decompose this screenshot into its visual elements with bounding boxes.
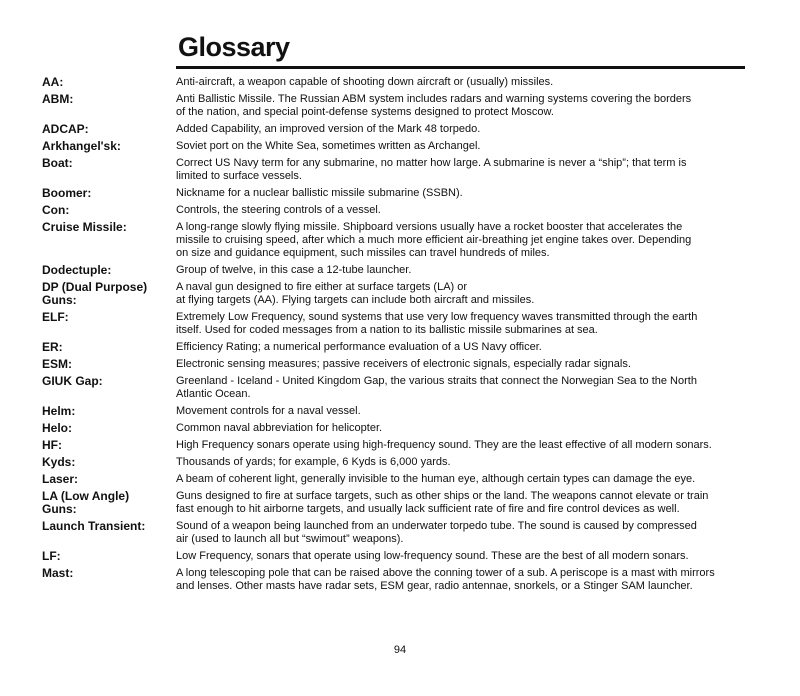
glossary-entry-dodectuple [42, 263, 752, 280]
glossary-definition: Correct US Navy term for any submarine, no matter how large. A submarine is never a “ship”; that term is limited to surface vessels. [176, 157, 687, 182]
glossary-definition: Group of twelve, in this case a 12-tube launcher. [176, 264, 412, 276]
glossary-term: Boat: [42, 156, 73, 170]
glossary-term: GIUK Gap: [42, 374, 103, 388]
glossary-term: LA (Low Angle) Guns: [42, 489, 130, 516]
glossary-entry-kyds [42, 455, 752, 472]
glossary-definition: Guns designed to fire at surface targets, such as other ships or the land. The weapons cannot elevate or train fast enough to hit airborne targets, and usually lack sufficient rate of fire and fire control devices as well. [176, 490, 709, 515]
glossary-definition: Thousands of yards; for example, 6 Kyds is 6,000 yards. [176, 456, 451, 468]
glossary-definition: A naval gun designed to fire either at surface targets (LA) or at flying targets (AA). Flying targets can include both aircraft and missiles. [176, 281, 535, 306]
glossary-entry-dp-guns [42, 280, 752, 310]
glossary-definition: Anti-aircraft, a weapon capable of shooting down aircraft or (usually) missiles. [176, 76, 554, 88]
glossary-term: Launch Transient: [42, 519, 146, 533]
glossary-term: ABM: [42, 92, 74, 106]
glossary-term: LF: [42, 549, 61, 563]
glossary-term: ER: [42, 340, 63, 354]
glossary-definition: Soviet port on the White Sea, sometimes written as Archangel. [176, 140, 481, 152]
glossary-definition: Controls, the steering controls of a vessel. [176, 204, 381, 216]
glossary-entry-adcap [42, 122, 752, 139]
glossary-definition: Sound of a weapon being launched from an underwater torpedo tube. The sound is caused by compressed air (used to launch all but “swimout” weapons). [176, 520, 697, 545]
glossary-definition: High Frequency sonars operate using high-frequency sound. They are the least effective of all modern sonars. [176, 439, 712, 451]
glossary-term: ELF: [42, 310, 69, 324]
glossary-entry-esm [42, 357, 752, 374]
glossary-list [42, 75, 752, 596]
glossary-definition: Movement controls for a naval vessel. [176, 405, 361, 417]
glossary-entry-helo [42, 421, 752, 438]
glossary-definition: A beam of coherent light, generally invisible to the human eye, although certain types can damage the eye. [176, 473, 696, 485]
glossary-entry-mast [42, 566, 752, 596]
glossary-term: Helo: [42, 421, 72, 435]
glossary-definition: Common naval abbreviation for helicopter. [176, 422, 383, 434]
glossary-term: Dodectuple: [42, 263, 112, 277]
glossary-entry-abm [42, 92, 752, 122]
glossary-term: ADCAP: [42, 122, 89, 136]
glossary-definition: A long telescoping pole that can be raised above the conning tower of a sub. A periscope is a mast with mirrors and lenses. Other masts have radar sets, ESM gear, radio antennae, snorkels, or a Stinger SAM launcher. [176, 567, 715, 592]
glossary-definition: Low Frequency, sonars that operate using low-frequency sound. These are the best of all modern sonars. [176, 550, 689, 562]
glossary-entry-hf [42, 438, 752, 455]
glossary-term: Boomer: [42, 186, 92, 200]
glossary-entry-con [42, 203, 752, 220]
glossary-term: ESM: [42, 357, 72, 371]
page-number: 94 [393, 644, 407, 656]
glossary-entry-helm [42, 404, 752, 421]
glossary-entry-elf [42, 310, 752, 340]
glossary-entry-laser [42, 472, 752, 489]
page-title: Glossary [178, 32, 290, 62]
glossary-definition: Efficiency Rating; a numerical performance evaluation of a US Navy officer. [176, 341, 542, 353]
glossary-entry-cruise-missile [42, 220, 752, 263]
glossary-entry-giuk-gap [42, 374, 752, 404]
glossary-definition: A long-range slowly flying missile. Shipboard versions usually have a rocket booster that accelerates the missile to cruising speed, after which a much more efficient air-breathing jet engine takes over. Depending on size and guidance equipment, such missiles can travel hundreds of miles. [176, 221, 692, 259]
glossary-definition: Nickname for a nuclear ballistic missile submarine (SSBN). [176, 187, 463, 199]
glossary-term: Con: [42, 203, 70, 217]
glossary-term: Kyds: [42, 455, 76, 469]
glossary-entry-aa [42, 75, 752, 92]
glossary-term: Cruise Missile: [42, 220, 127, 234]
glossary-term: DP (Dual Purpose) Guns: [42, 280, 148, 307]
glossary-definition: Greenland - Iceland - United Kingdom Gap, the various straits that connect the Norwegian Sea to the North Atlantic Ocean. [176, 375, 697, 400]
glossary-term: AA: [42, 75, 64, 89]
title-divider [176, 66, 745, 69]
glossary-term: Helm: [42, 404, 76, 418]
glossary-definition: Electronic sensing measures; passive receivers of electronic signals, especially radar signals. [176, 358, 631, 370]
glossary-entry-la-guns [42, 489, 752, 519]
glossary-definition: Extremely Low Frequency, sound systems that use very low frequency waves transmitted through the earth itself. Used for coded messages from a nation to its ballistic missile submarines at sea. [176, 311, 698, 336]
glossary-definition: Anti Ballistic Missile. The Russian ABM system includes radars and warning systems covering the borders of the nation, and special point-defense systems designed to protect Moscow. [176, 93, 692, 118]
glossary-entry-boat [42, 156, 752, 186]
glossary-term: HF: [42, 438, 62, 452]
glossary-term: Laser: [42, 472, 79, 486]
glossary-definition: Added Capability, an improved version of the Mark 48 torpedo. [176, 123, 481, 135]
glossary-entry-launch-transient [42, 519, 752, 549]
glossary-entry-boomer [42, 186, 752, 203]
glossary-term: Mast: [42, 566, 74, 580]
glossary-entry-arkhangelsk [42, 139, 752, 156]
glossary-term: Arkhangel'sk: [42, 139, 121, 153]
glossary-entry-er [42, 340, 752, 357]
glossary-entry-lf [42, 549, 752, 566]
